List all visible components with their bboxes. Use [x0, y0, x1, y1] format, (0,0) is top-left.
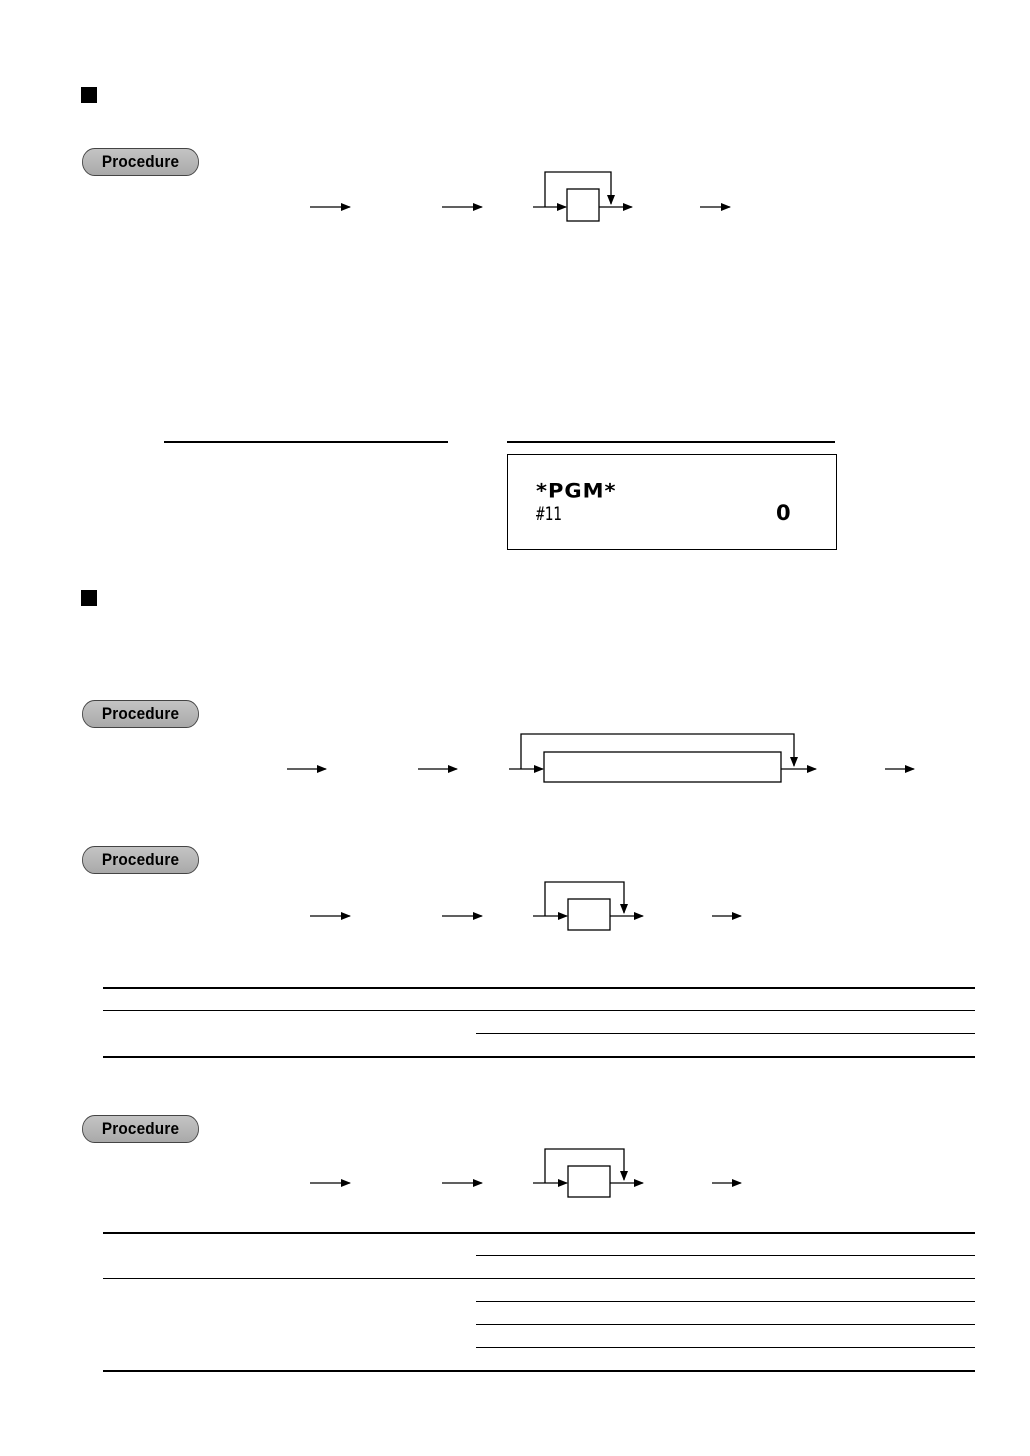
- key-box: [568, 1166, 610, 1197]
- flow-diagram-4: [310, 1149, 741, 1197]
- flow-diagram-1: [310, 172, 730, 221]
- flow-diagram-2: [287, 734, 914, 782]
- table-row-rule: [476, 1324, 975, 1325]
- key-box: [567, 189, 599, 221]
- entry-box: [544, 752, 781, 782]
- table-bottom-rule: [103, 1370, 975, 1372]
- procedure-label: Procedure: [82, 1115, 199, 1143]
- display-job-number: #11: [536, 503, 562, 525]
- table-row-rule: [476, 1347, 975, 1348]
- procedure-label: Procedure: [82, 846, 199, 874]
- table-row-rule: [476, 1301, 975, 1302]
- table-group-rule: [103, 1278, 975, 1279]
- procedure-label: Procedure: [82, 700, 199, 728]
- key-box: [568, 899, 610, 930]
- display-value: 0: [776, 501, 791, 525]
- table-header-rule: [103, 1010, 975, 1011]
- table-row-rule: [476, 1033, 975, 1034]
- table-top-rule: [103, 987, 975, 989]
- display-column-rule: [507, 441, 835, 443]
- table-top-rule: [103, 1232, 975, 1234]
- print-column-rule: [164, 441, 448, 443]
- display-mode-text: *PGM*: [536, 479, 617, 503]
- flow-diagram-3: [310, 882, 741, 930]
- table-bottom-rule: [103, 1056, 975, 1058]
- table-row-rule: [476, 1255, 975, 1256]
- procedure-label: Procedure: [82, 148, 199, 176]
- display-panel: [507, 454, 837, 550]
